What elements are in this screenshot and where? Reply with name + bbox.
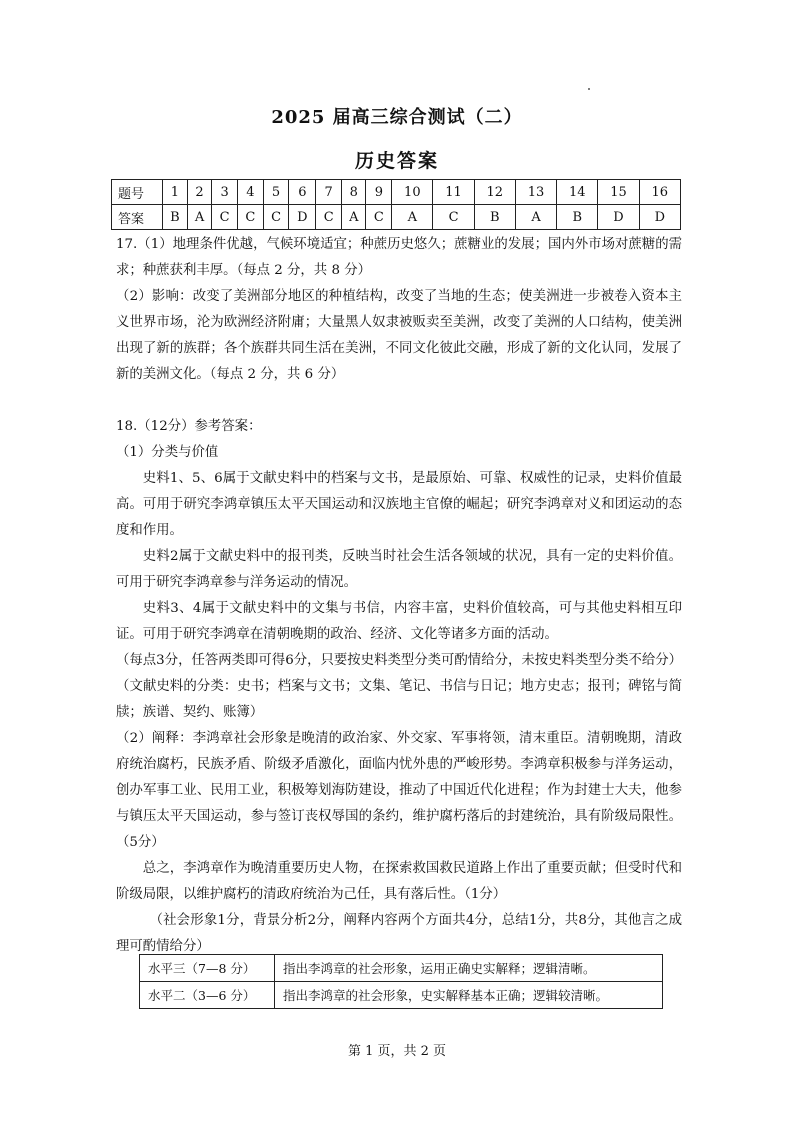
answer-choice: C	[433, 205, 474, 230]
answer-content	[116, 232, 682, 960]
answer-choice: D	[639, 205, 680, 230]
page-title: 2025 届高三综合测试（二）	[271, 107, 523, 128]
grading-levels-table	[139, 954, 663, 1009]
answer-choice: C	[212, 205, 238, 230]
q18-heading: 18.（12分）参考答案：	[116, 419, 262, 434]
answer-choice: A	[515, 205, 556, 230]
q18-summary: 总之，李鸿章作为晚清重要历史人物，在探索救国救民道路上作出了重要贡献；但受时代和阶级局限，以维护腐朽的清政府统治为己任，具有落后性。（1分）	[116, 861, 682, 902]
page-subtitle: 历史答案	[354, 150, 439, 172]
answer-table-number-row	[112, 180, 681, 205]
answer-number: 15	[598, 180, 639, 205]
answer-number: 8	[342, 180, 366, 205]
q18-scoring-note: （每点3分，任答两类即可得6分，只要按史料类型分类可酌情给分，未按史料类型分类不给分）	[116, 653, 683, 668]
q18-paragraph: 史料3、4属于文献史料中的文集与书信，内容丰富，史料价值较高，可与其他史料相互印证。可用于研究李鸿章在清朝晚期的政治、经济、文化等诸多方面的活动。	[116, 601, 682, 642]
answer-number: 14	[557, 180, 598, 205]
grading-level-row	[140, 955, 663, 982]
q18-paragraph: 史料2属于文献史料中的报刊类，反映当时社会生活各领域的状况，具有一定的史料价值。可用于研究李鸿章参与洋务运动的情况。	[116, 549, 682, 590]
page-footer: 第 1 页，共 2 页	[347, 1044, 447, 1059]
answer-number: 3	[212, 180, 238, 205]
answer-choice: A	[392, 205, 433, 230]
answer-table-answer-label: 答案	[112, 205, 163, 230]
scan-dot	[588, 88, 590, 90]
answer-number: 1	[163, 180, 188, 205]
answer-choice: A	[187, 205, 211, 230]
answer-table-answer-row	[112, 205, 681, 230]
q18-classification-note: （文献史料的分类：史书；档案与文书；文集、笔记、书信与日记；地方史志；报刊；碑铭与简牍；族谱、契约、账簿）	[116, 679, 682, 720]
spacer	[116, 388, 682, 414]
answer-choice: C	[263, 205, 289, 230]
grading-level-description: 指出李鸿章的社会形象，史实解释基本正确；逻辑较清晰。	[275, 982, 663, 1009]
answer-choice: B	[557, 205, 598, 230]
grading-level-name: 水平三（7—8 分）	[140, 955, 275, 982]
answer-choice: D	[598, 205, 639, 230]
answer-table-number-label: 题号	[112, 180, 163, 205]
answer-choice: D	[289, 205, 316, 230]
q18-section2: （2）阐释：李鸿章社会形象是晚清的政治家、外交家、军事将领，清末重臣。清朝晚期，清政府统治腐朽，民族矛盾、阶级矛盾激化，面临内忧外患的严峻形势。李鸿章积极参与洋务运动，创办军事工业、民用工业，积极筹划海防建设，推动了中国近代化进程；作为封建士大夫，他参与镇压太平天国运动，参与签订丧权辱国的条约，维护腐朽落后的封建统治，具有阶级局限性。（5分）	[116, 731, 682, 850]
grading-level-description: 指出李鸿章的社会形象，运用正确史实解释；逻辑清晰。	[275, 955, 663, 982]
grading-level-row	[140, 982, 663, 1009]
answer-choice: C	[366, 205, 392, 230]
answer-number: 13	[515, 180, 556, 205]
answer-number: 9	[366, 180, 392, 205]
answer-number: 7	[316, 180, 342, 205]
answer-number: 5	[263, 180, 289, 205]
q17-part1: 17.（1）地理条件优越，气候环境适宜；种蔗历史悠久；蔗糖业的发展；国内外市场对蔗糖的需求；种蔗获利丰厚。（每点 2 分，共 8 分）	[116, 237, 682, 278]
answer-number: 11	[433, 180, 474, 205]
answer-choice: C	[237, 205, 263, 230]
answer-choice: A	[342, 205, 366, 230]
answer-choice: B	[163, 205, 188, 230]
q18-scoring-note: （社会形象1分，背景分析2分，阐释内容两个方面共4分，总结1分，共8分，其他言之成理可酌情给分）	[116, 913, 682, 954]
answer-number: 16	[639, 180, 680, 205]
q18-paragraph: 史料1、5、6属于文献史料中的档案与文书，是最原始、可靠、权威性的记录，史料价值最高。可用于研究李鸿章镇压太平天国运动和汉族地主官僚的崛起；研究李鸿章对义和团运动的态度和作用。	[116, 471, 682, 538]
answer-number: 6	[289, 180, 316, 205]
answer-number: 2	[187, 180, 211, 205]
answer-number: 4	[237, 180, 263, 205]
q18-section1-heading: （1）分类与价值	[116, 445, 219, 460]
answer-choice: C	[316, 205, 342, 230]
answer-number: 12	[474, 180, 515, 205]
answer-number: 10	[392, 180, 433, 205]
answer-table	[111, 179, 681, 230]
answer-choice: B	[474, 205, 515, 230]
q17-part2: （2）影响：改变了美洲部分地区的种植结构，改变了当地的生态；使美洲进一步被卷入资本主义世界市场，沦为欧洲经济附庸；大量黑人奴隶被贩卖至美洲，改变了美洲的人口结构，使美洲出现了新的族群；各个族群共同生活在美洲，不同文化彼此交融，形成了新的文化认同，发展了新的美洲文化。（每点 2 分，共 6 分）	[116, 289, 682, 382]
grading-level-name: 水平二（3—6 分）	[140, 982, 275, 1009]
